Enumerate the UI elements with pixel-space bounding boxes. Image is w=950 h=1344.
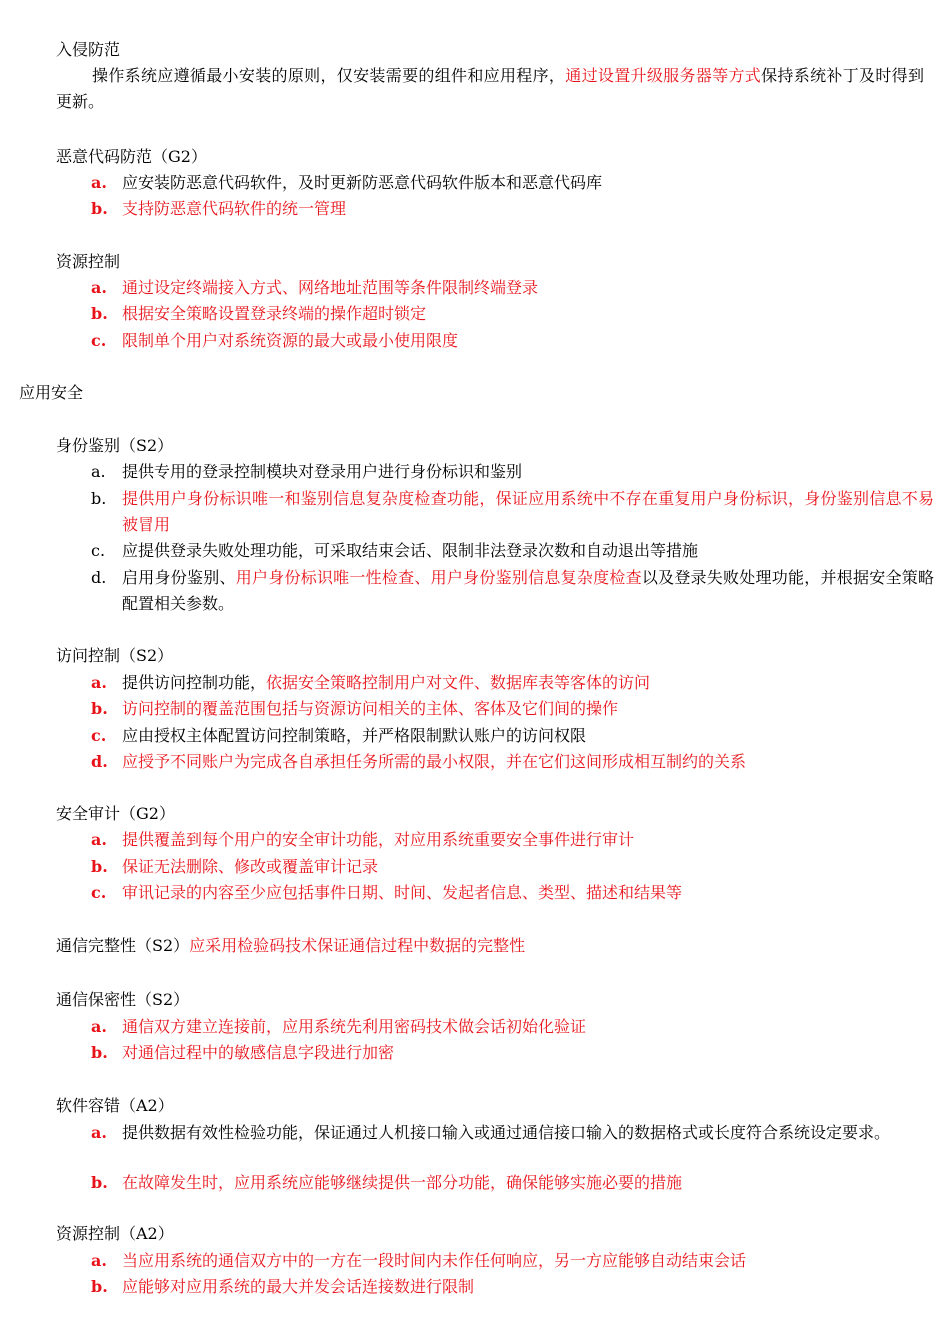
list-marker: a.	[91, 173, 107, 192]
heading-communication-integrity: 通信完整性（S2）	[56, 936, 190, 955]
list-item: 应能够对应用系统的最大并发会话连接数进行限制	[122, 1277, 475, 1296]
list-marker: a.	[91, 278, 107, 297]
list-item: 保证无法删除、修改或覆盖审计记录	[122, 857, 379, 876]
list-marker: c.	[91, 883, 107, 902]
integrity-requirement: 应采用检验码技术保证通信过程中数据的完整性	[189, 936, 526, 955]
heading-identity-authentication: 身份鉴别（S2）	[56, 436, 174, 455]
list-marker: b.	[91, 699, 108, 718]
heading-resource-control-app: 资源控制（A2）	[56, 1224, 174, 1243]
list-item: 通信双方建立连接前，应用系统先利用密码技术做会话初始化验证	[122, 1017, 587, 1036]
list-item: 在故障发生时，应用系统应能够继续提供一部分功能，确保能够实施必要的措施	[122, 1173, 683, 1192]
list-marker: b.	[91, 1043, 108, 1062]
list-item: 支持防恶意代码软件的统一管理	[122, 199, 347, 218]
list-marker: c.	[91, 541, 106, 560]
list-marker: b.	[91, 1173, 108, 1192]
heading-software-fault-tolerance: 软件容错（A2）	[56, 1096, 174, 1115]
list-marker: b.	[91, 1277, 108, 1296]
list-marker: b.	[91, 489, 107, 508]
list-item: 应授予不同账户为完成各自承担任务所需的最小权限，并在它们这间形成相互制约的关系	[122, 752, 747, 771]
item-highlight: 用户身份标识唯一性检查、用户身份鉴别信息复杂度检查	[235, 568, 642, 587]
list-marker: a.	[91, 830, 107, 849]
list-marker: c.	[91, 331, 107, 350]
item-text: 启用身份鉴别、	[122, 568, 236, 587]
list-marker: a.	[91, 1017, 107, 1036]
list-item: 应提供登录失败处理功能，可采取结束会话、限制非法登录次数和自动退出等措施	[122, 541, 699, 560]
list-item: 访问控制的覆盖范围包括与资源访问相关的主体、客体及它们间的操作	[122, 699, 619, 718]
list-item: 提供专用的登录控制模块对登录用户进行身份标识和鉴别	[122, 462, 523, 481]
list-item: 提供数据有效性检验功能，保证通过人机接口输入或通过通信接口输入的数据格式或长度符合系统设定要求。	[122, 1123, 891, 1142]
list-marker: a.	[91, 462, 106, 481]
list-marker: a.	[91, 673, 107, 692]
heading-communication-confidentiality: 通信保密性（S2）	[56, 990, 190, 1009]
paragraph-highlight: 通过设置升级服务器等方式	[565, 66, 762, 85]
list-marker: b.	[91, 304, 108, 323]
list-item: 对通信过程中的敏感信息字段进行加密	[122, 1043, 395, 1062]
list-item	[122, 673, 650, 693]
list-item: 应由授权主体配置访问控制策略，并严格限制默认账户的访问权限	[122, 726, 587, 745]
list-item: 通过设定终端接入方式、网络地址范围等条件限制终端登录	[122, 278, 539, 297]
list-item	[122, 565, 934, 617]
heading-malware-prevention: 恶意代码防范（G2）	[56, 147, 207, 166]
list-marker: a.	[91, 1251, 107, 1270]
paragraph-text: 操作系统应遵循最小安装的原则，仅安装需要的组件和应用程序，	[92, 66, 566, 85]
list-item: 当应用系统的通信双方中的一方在一段时间内未作任何响应，另一方应能够自动结束会话	[122, 1251, 747, 1270]
heading-application-security: 应用安全	[19, 383, 84, 402]
list-marker: b.	[91, 199, 108, 218]
list-marker: a.	[91, 1123, 107, 1142]
list-marker: d.	[91, 752, 108, 771]
item-text: 提供访问控制功能，	[122, 673, 267, 692]
list-marker: d.	[91, 568, 107, 587]
list-item: 提供覆盖到每个用户的安全审计功能，对应用系统重要安全事件进行审计	[122, 830, 635, 849]
list-item: 限制单个用户对系统资源的最大或最小使用限度	[122, 331, 459, 350]
list-marker: c.	[91, 726, 107, 745]
heading-access-control: 访问控制（S2）	[56, 646, 174, 665]
heading-security-audit: 安全审计（G2）	[56, 804, 175, 823]
list-item: 提供用户身份标识唯一和鉴别信息复杂度检查功能，保证应用系统中不存在重复用户身份标识，身份鉴别信息不易被冒用	[122, 489, 934, 534]
item-text: 以及登录失败处理功能，并根据安全策略配置相关参数。	[122, 568, 934, 613]
communication-integrity	[56, 936, 525, 956]
heading-resource-control: 资源控制	[56, 252, 121, 271]
list-item: 根据安全策略设置登录终端的操作超时锁定	[122, 304, 427, 323]
list-marker: b.	[91, 857, 108, 876]
list-item: 应安装防恶意代码软件，及时更新防恶意代码软件版本和恶意代码库	[122, 173, 603, 192]
paragraph-intrusion-prevention	[56, 63, 924, 115]
heading-intrusion-prevention: 入侵防范	[56, 40, 121, 59]
item-highlight: 依据安全策略控制用户对文件、数据库表等客体的访问	[266, 673, 651, 692]
paragraph-text: 保持系统补丁及时得到更新。	[56, 66, 924, 111]
list-item: 审讯记录的内容至少应包括事件日期、时间、发起者信息、类型、描述和结果等	[122, 883, 683, 902]
